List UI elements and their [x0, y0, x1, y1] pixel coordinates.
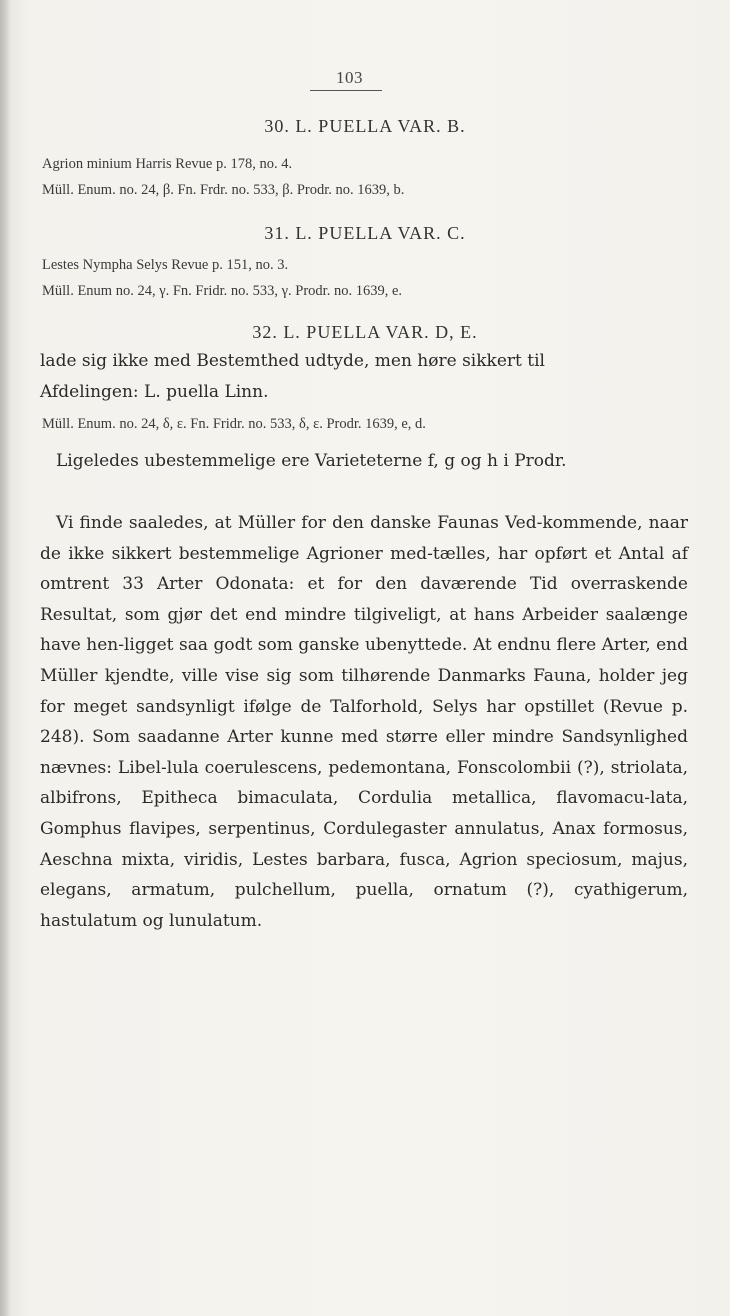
section-31-line-1: Lestes Nympha Selys Revue p. 151, no. 3. [42, 257, 289, 273]
page-number-rule [310, 90, 382, 91]
section-32-body [40, 346, 688, 407]
paragraph-varieties-text: Ligeledes ubestemmelige ere Varieteterne f, g og h i Prodr. [56, 451, 567, 471]
section-32-body-line-1: lade sig ikke med Bestemthed udtyde, men høre sikkert til [40, 351, 545, 371]
section-30-heading: 30. L. PUELLA VAR. B. [264, 116, 466, 136]
section-30-line-2: Müll. Enum. no. 24, β. Fn. Frdr. no. 533, β. Prodr. no. 1639, b. [42, 182, 405, 198]
paragraph-main-text: Vi finde saaledes, at Müller for den danske Faunas Ved-kommende, naar de ikke sikkert bestemmelige Agrioner med-tælles, har opført et Antal af omtrent 33 Arter Odonata: et for den daværende Tid overraskende Resultat, som gjør det end mindre tilgiveligt, at hans Arbeider saalænge have hen-ligget saa godt som ganske ubenyttede. At endnu flere Arter, end Müller kjendte, ville vise sig som tilhørende Danmarks Fauna, holder jeg for meget sandsynligt ifølge de Talforhold, Selys har opstillet (Revue p. 248). Som saadanne Arter kunne med større eller mindre Sandsynlighed nævnes: Libel-lula coerulescens, pedemontana, Fonscolombii (?), striolata, albifrons, Epitheca bimaculata, Cordulia metallica, flavomacu-lata, Gomphus flavipes, serpentinus, Cordulegaster annulatus, Anax formosus, Aeschna mixta, viridis, Lestes barbara, fusca, Agrion speciosum, majus, elegans, armatum, pulchellum, puella, ornatum (?), cyathigerum, hastulatum og lunulatum. [40, 513, 688, 931]
section-31-heading: 31. L. PUELLA VAR. C. [264, 223, 466, 243]
paragraph-main [40, 508, 688, 936]
section-32-body-line-2: Afdelingen: L. puella Linn. [40, 381, 269, 402]
section-30-line-1: Agrion minium Harris Revue p. 178, no. 4. [42, 156, 293, 172]
page-binding-shadow [0, 0, 10, 1316]
paragraph-varieties [40, 446, 688, 477]
section-32-heading: 32. L. PUELLA VAR. D, E. [252, 322, 478, 342]
page-number: 103 [336, 68, 363, 87]
section-32-reference: Müll. Enum. no. 24, δ, ε. Fn. Fridr. no. 533, δ, ε. Prodr. 1639, e, d. [42, 416, 426, 432]
section-31-line-2: Müll. Enum no. 24, γ. Fn. Fridr. no. 533, γ. Prodr. no. 1639, e. [42, 283, 403, 299]
